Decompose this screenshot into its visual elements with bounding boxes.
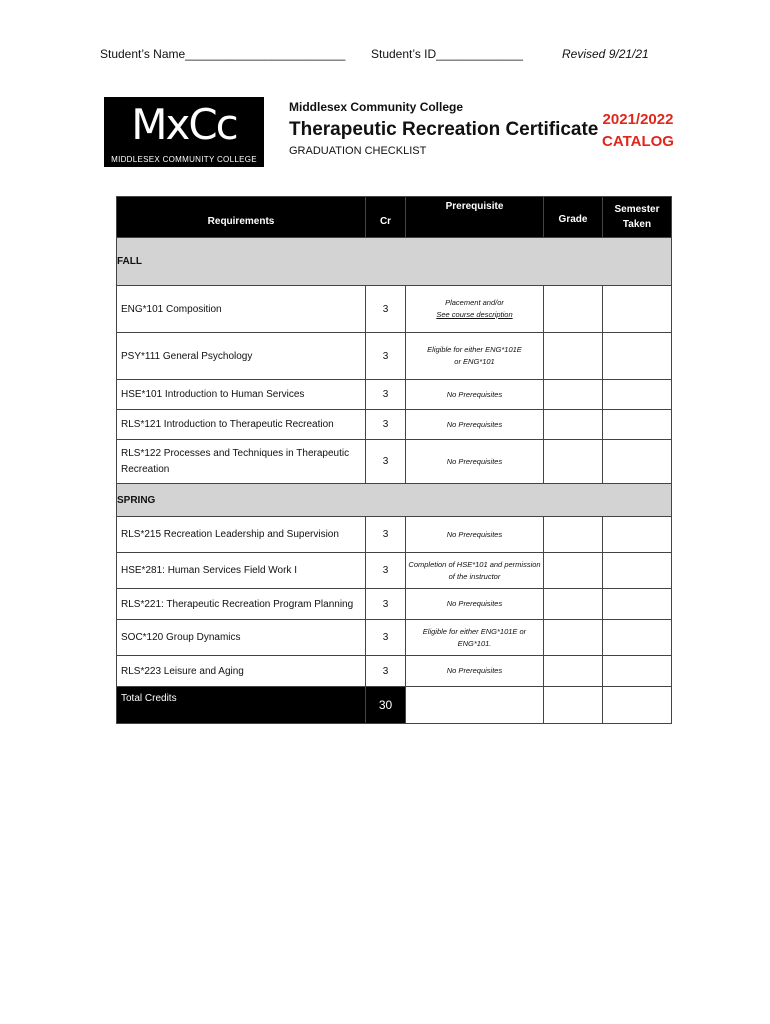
prerequisite-line: ENG*101. (457, 638, 492, 648)
course-prerequisite (406, 553, 544, 589)
table-row (117, 410, 672, 440)
grade-cell[interactable] (544, 333, 603, 380)
course-name: HSE*281: Human Services Field Work I (117, 553, 366, 589)
table-row (117, 553, 672, 589)
grade-cell[interactable] (544, 410, 603, 440)
semester-cell[interactable] (603, 620, 672, 656)
course-credits: 3 (366, 553, 406, 589)
table-row (117, 333, 672, 380)
catalog-year: 2021/2022 (602, 111, 674, 128)
fall-section (117, 238, 672, 286)
prerequisite-line: or ENG*101 (454, 357, 495, 366)
spring-section (117, 484, 672, 517)
total-credits: 30 (366, 687, 406, 724)
table-header (117, 197, 672, 238)
course-credits: 3 (366, 620, 406, 656)
college-name: Middlesex Community College (289, 100, 464, 114)
grade-cell[interactable] (544, 589, 603, 620)
catalog-badge (588, 109, 688, 153)
header-credits: Cr (366, 197, 406, 238)
course-name: ENG*101 Composition (117, 286, 366, 333)
course-prerequisite: No Prerequisites (406, 440, 544, 484)
semester-cell[interactable] (603, 286, 672, 333)
course-credits: 3 (366, 656, 406, 687)
checklist-table (116, 196, 672, 724)
course-prerequisite: No Prerequisites (406, 380, 544, 410)
course-name: RLS*223 Leisure and Aging (117, 656, 366, 687)
semester-cell[interactable] (603, 440, 672, 484)
course-name: PSY*111 General Psychology (117, 333, 366, 380)
header-requirements: Requirements (117, 197, 366, 238)
spring-label: SPRING (117, 484, 672, 517)
course-name: HSE*101 Introduction to Human Services (117, 380, 366, 410)
course-credits: 3 (366, 589, 406, 620)
total-label: Total Credits (117, 687, 366, 724)
table-row (117, 589, 672, 620)
page-title: Therapeutic Recreation Certificate (289, 119, 599, 140)
student-id-field: Student’s ID_____________ (371, 47, 523, 61)
course-prerequisite: No Prerequisites (406, 410, 544, 440)
grade-cell[interactable] (544, 440, 603, 484)
grade-cell[interactable] (544, 620, 603, 656)
course-prerequisite: No Prerequisites (406, 517, 544, 553)
course-prerequisite (406, 333, 544, 380)
table-row (117, 620, 672, 656)
course-name: RLS*122 Processes and Techniques in Therapeutic Recreation (117, 440, 366, 484)
fall-label: FALL (117, 238, 672, 286)
header-semester-line2: Taken (622, 219, 652, 230)
course-credits: 3 (366, 440, 406, 484)
semester-cell[interactable] (603, 517, 672, 553)
header-semester (603, 197, 672, 238)
table-row (117, 517, 672, 553)
course-credits: 3 (366, 410, 406, 440)
grade-cell[interactable] (544, 517, 603, 553)
college-logo (104, 97, 264, 167)
prerequisite-line: of the instructor (448, 571, 501, 581)
course-name: RLS*221: Therapeutic Recreation Program Planning (117, 589, 366, 620)
page-subtitle: GRADUATION CHECKLIST (289, 145, 427, 157)
grade-cell[interactable] (544, 656, 603, 687)
course-prerequisite: No Prerequisites (406, 589, 544, 620)
course-name: RLS*121 Introduction to Therapeutic Recreation (117, 410, 366, 440)
table-row (117, 656, 672, 687)
logo-subtitle: MIDDLESEX COMMUNITY COLLEGE (111, 155, 257, 164)
table-row (117, 440, 672, 484)
catalog-label: CATALOG (602, 133, 674, 150)
grade-cell[interactable] (544, 553, 603, 589)
header-semester-line1: Semester (614, 204, 660, 215)
semester-cell[interactable] (603, 553, 672, 589)
prerequisite-line: Eligible for either ENG*101E or (422, 626, 527, 636)
table-row (117, 380, 672, 410)
logo-mark: MxCc (131, 100, 237, 149)
course-name: RLS*215 Recreation Leadership and Supervision (117, 517, 366, 553)
grade-cell[interactable] (544, 380, 603, 410)
semester-cell[interactable] (603, 410, 672, 440)
course-prerequisite (406, 620, 544, 656)
prerequisite-line: Placement and/or (445, 298, 504, 307)
course-credits: 3 (366, 286, 406, 333)
course-prerequisite (406, 286, 544, 333)
table-row (117, 286, 672, 333)
header-grade: Grade (544, 197, 603, 238)
prerequisite-line: Eligible for either ENG*101E (427, 345, 522, 354)
semester-cell[interactable] (603, 380, 672, 410)
semester-cell[interactable] (603, 656, 672, 687)
prerequisite-line: Completion of HSE*101 and permission (408, 559, 541, 569)
total-blank (603, 687, 672, 724)
header-prerequisite: Prerequisite (406, 197, 544, 238)
student-name-field: Student’s Name________________________ (100, 47, 346, 61)
grade-cell[interactable] (544, 286, 603, 333)
course-credits: 3 (366, 517, 406, 553)
total-blank (406, 687, 544, 724)
revised-date: Revised 9/21/21 (562, 47, 649, 61)
course-credits: 3 (366, 333, 406, 380)
semester-cell[interactable] (603, 589, 672, 620)
total-row (117, 687, 672, 724)
semester-cell[interactable] (603, 333, 672, 380)
total-blank (544, 687, 603, 724)
course-prerequisite: No Prerequisites (406, 656, 544, 687)
course-credits: 3 (366, 380, 406, 410)
prerequisite-line: See course description (436, 310, 513, 319)
course-name: SOC*120 Group Dynamics (117, 620, 366, 656)
